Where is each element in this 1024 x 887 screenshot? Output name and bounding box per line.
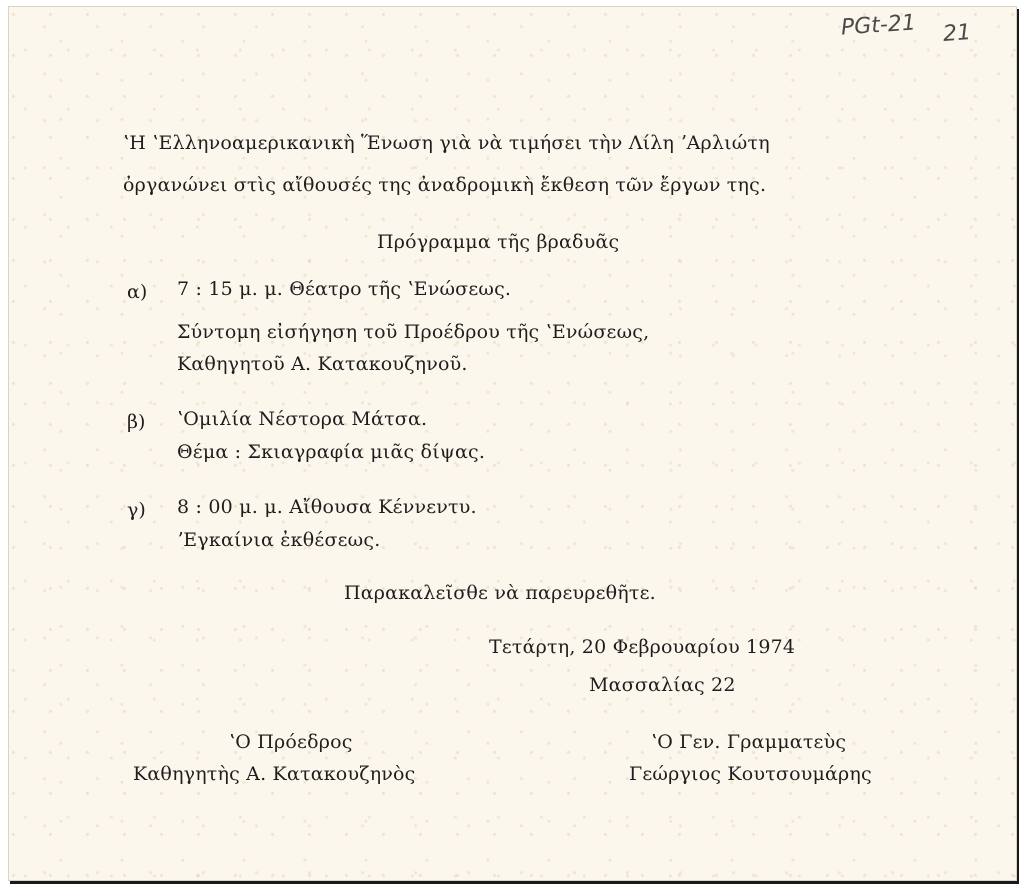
archive-code-annotation: PGt-21 xyxy=(840,10,917,41)
secretary-title: ʽΟ Γεν. Γραμματεὺς xyxy=(651,731,847,753)
program-item-c-line-1: 8 : 00 μ. μ. Αἴθουσα Κέννεντυ. xyxy=(177,496,477,518)
intro-line-2: ὀργανώνει στὶς αἴθουσές της ἀναδρομικὴ ἔκθεση τῶν ἔργων της. xyxy=(123,174,767,196)
program-item-c-marker: γ) xyxy=(127,499,146,521)
page-number-annotation: 21 xyxy=(942,20,972,47)
program-item-a-line-3: Καθηγητοῦ Α. Κατακουζηνοῦ. xyxy=(177,353,468,375)
program-item-b-marker: β) xyxy=(127,411,146,433)
invitation-card xyxy=(8,6,1017,881)
program-item-b-line-2: Θέμα : Σκιαγραφία μιᾶς δίψας. xyxy=(177,441,486,463)
program-title: Πρόγραμμα τῆς βραδυᾶς xyxy=(377,231,620,253)
intro-line-1: ʽΗ ʽΕλληνοαμερικανικὴ Ἕνωση γιὰ νὰ τιμήσει τὴν Λίλη ʼΑρλιώτη xyxy=(123,132,770,154)
event-address: Μασσαλίας 22 xyxy=(589,674,736,696)
program-item-a-line-2: Σύντομη εἰσήγηση τοῦ Προέδρου τῆς ʽΕνώσεως, xyxy=(177,321,650,343)
program-item-c-line-2: ʼΕγκαίνια ἐκθέσεως. xyxy=(177,529,381,551)
president-title: ʽΟ Πρόεδρος xyxy=(229,731,353,753)
president-name: Καθηγητὴς Α. Κατακουζηνὸς xyxy=(133,763,416,785)
program-item-a-line-1: 7 : 15 μ. μ. Θέατρο τῆς ʽΕνώσεως. xyxy=(177,278,512,300)
program-item-b-line-1: ʽΟμιλία Νέστορα Μάτσα. xyxy=(177,408,428,430)
event-date: Τετάρτη, 20 Φεβρουαρίου 1974 xyxy=(489,636,796,658)
closing-text: Παρακαλεῖσθε νὰ παρευρεθῆτε. xyxy=(344,582,656,604)
secretary-name: Γεώργιος Κουτσουμάρης xyxy=(629,763,872,785)
program-item-a-marker: α) xyxy=(127,281,148,303)
